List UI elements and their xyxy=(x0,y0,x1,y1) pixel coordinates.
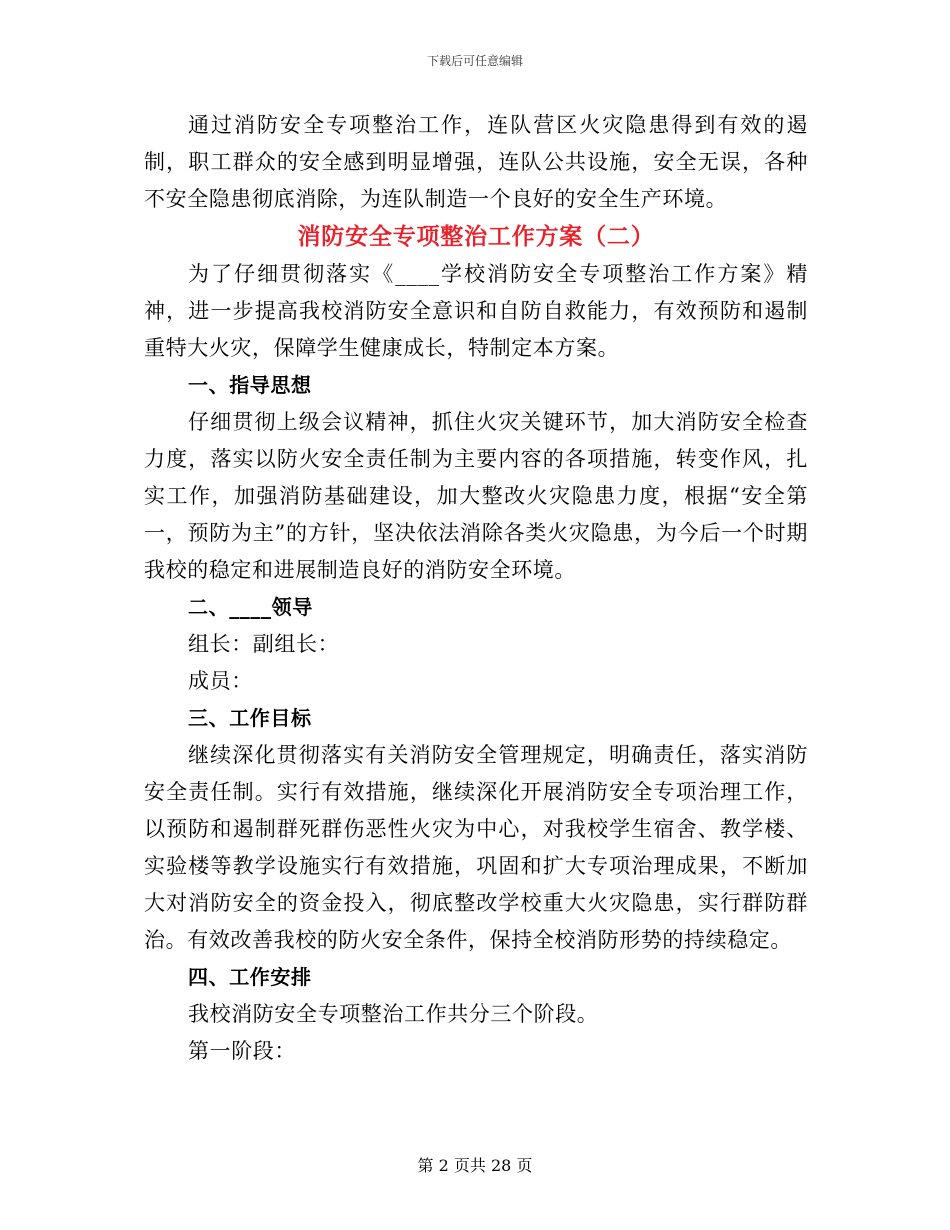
leadership-leader-line: 组长：副组长： xyxy=(188,632,340,656)
heading-work-goals: 三、工作目标 xyxy=(188,706,312,730)
page-footer: 第 2 页共 28 页 xyxy=(417,1156,533,1175)
preface-paragraph: 为了仔细贯彻落实《____学校消防安全专项整治工作方案》精神，进一步提高我校消防安全意识和自防自救能力，有效预防和遏制重特大火灾，保障学生健康成长，特制定本方案。 xyxy=(144,262,808,360)
leadership-members-line: 成员： xyxy=(188,669,253,693)
guiding-ideology-paragraph: 仔细贯彻上级会议精神，抓住火灾关键环节，加大消防安全检查力度，落实以防火安全责任制为主要内容的各项措施，转变作风，扎实工作，加强消防基础建设，加大整改火灾隐患力度，根据“安全第一，预防为主”的方针，坚决依法消除各类火灾隐患，为今后一个时期我校的稳定和进展制造良好的消防安全环境。 xyxy=(144,410,808,582)
work-arrangement-paragraph: 我校消防安全专项整治工作共分三个阶段。 xyxy=(188,1002,599,1026)
first-stage-line: 第一阶段： xyxy=(188,1039,296,1063)
header-note: 下载后可任意编辑 xyxy=(426,54,523,68)
section-title: 消防安全专项整治工作方案（二） xyxy=(297,224,655,250)
heading-work-arrangement: 四、工作安排 xyxy=(188,965,312,989)
document-body xyxy=(144,107,808,1070)
heading-leadership: 二、____领导 xyxy=(188,595,313,619)
work-goals-paragraph: 继续深化贯彻落实有关消防安全管理规定，明确责任，落实消防安全责任制。实行有效措施，继续深化开展消防安全专项治理工作，以预防和遏制群死群伤恶性火灾为中心，对我校学生宿舍、教学楼、实验楼等教学设施实行有效措施，巩固和扩大专项治理成果，不断加大对消防安全的资金投入，彻底整改学校重大火灾隐患，实行群防群治。有效改善我校的防火安全条件，保持全校消防形势的持续稳定。 xyxy=(144,743,808,952)
intro-paragraph: 通过消防安全专项整治工作，连队营区火灾隐患得到有效的遏制，职工群众的安全感到明显增强，连队公共设施，安全无误，各种不安全隐患彻底消除，为连队制造一个良好的安全生产环境。 xyxy=(144,113,808,211)
heading-guiding-ideology: 一、指导思想 xyxy=(188,373,312,397)
